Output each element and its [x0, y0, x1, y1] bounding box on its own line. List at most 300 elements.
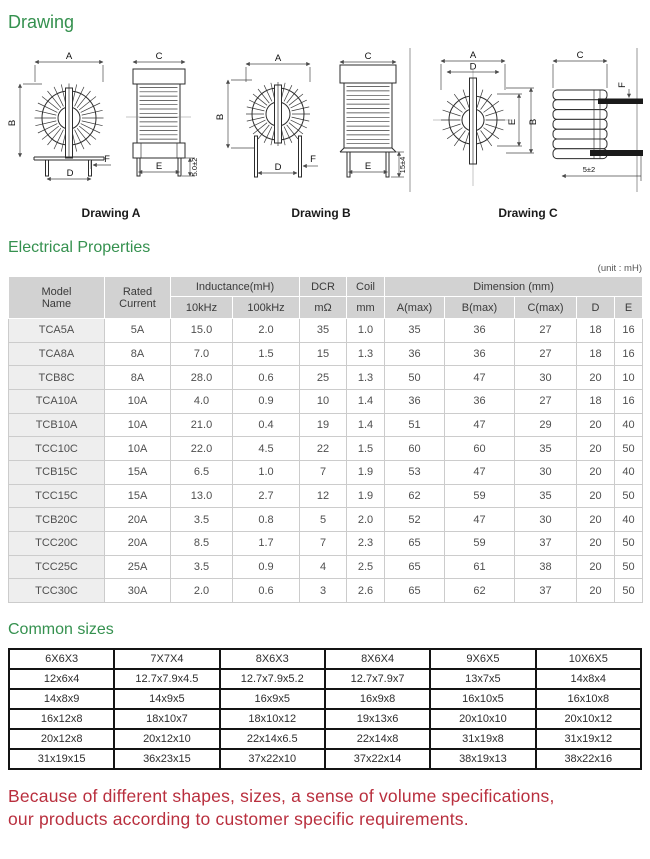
table-cell: 16x9x5 [220, 689, 325, 709]
table-row [9, 484, 643, 508]
table-cell: 10 [300, 389, 347, 413]
toroid-spoke [75, 87, 84, 106]
drawing-b-caption: Drawing B [291, 206, 351, 220]
table-cell: 1.9 [347, 484, 385, 508]
table-cell: TCB20C [9, 508, 105, 532]
table-cell: 8A [105, 342, 171, 366]
toroid-spoke [247, 107, 265, 111]
table-cell: 7 [300, 531, 347, 555]
table-cell: 1.4 [347, 413, 385, 437]
table-row [9, 579, 643, 603]
table-cell: 38 [515, 555, 577, 579]
col-header-cmax: C(max) [515, 297, 577, 319]
table-cell: 4.0 [171, 389, 233, 413]
table-cell: 12x6x4 [9, 669, 114, 689]
toroid-spoke [81, 124, 100, 133]
table-cell: 6.5 [171, 460, 233, 484]
dim-label-e: E [364, 161, 372, 172]
table-cell: 50 [615, 555, 643, 579]
col-header-amax: A(max) [385, 297, 445, 319]
table-cell: 27 [515, 389, 577, 413]
flare [340, 148, 344, 152]
table-cell: 18 [577, 389, 615, 413]
col-header-100khz: 100kHz [233, 297, 300, 319]
table-cell: 1.0 [233, 460, 300, 484]
table-cell: 20 [577, 579, 615, 603]
col-header-rated-current [105, 277, 171, 319]
drawing-c-caption: Drawing C [498, 206, 558, 220]
table-cell: 8X6X3 [220, 649, 325, 669]
table-cell: 2.0 [233, 319, 300, 343]
toroid-spoke [81, 103, 100, 112]
table-cell: 9X6X5 [430, 649, 535, 669]
toroid-spoke [35, 121, 56, 126]
table-cell: 13.0 [171, 484, 233, 508]
table-cell: 20x12x10 [114, 729, 219, 749]
col-header-mm: mm [347, 297, 385, 319]
table-cell: 10X6X5 [536, 649, 641, 669]
table-cell: 22x14x6.5 [220, 729, 325, 749]
footer-line-2: our products according to customer specific requirements. [8, 809, 469, 829]
table-cell: 20 [577, 508, 615, 532]
table-cell: 59 [445, 484, 515, 508]
table-cell: TCA10A [9, 389, 105, 413]
toroid-spoke [82, 121, 103, 126]
table-cell: 10A [105, 437, 171, 461]
dim-label-b: B [215, 113, 226, 121]
toroid-spoke [249, 100, 265, 108]
table-cell: TCC20C [9, 531, 105, 555]
toroid-spoke [75, 130, 84, 149]
winding-turns [347, 87, 390, 144]
table-cell: 12.7x7.9x7 [325, 669, 430, 689]
table-cell: 37 [515, 579, 577, 603]
dim-label-a: A [274, 53, 282, 64]
table-cell: 36x23x15 [114, 749, 219, 769]
table-cell: 47 [445, 508, 515, 532]
table-cell: 21.0 [171, 413, 233, 437]
table-cell: 50 [615, 484, 643, 508]
table-cell: 22x14x8 [325, 729, 430, 749]
table-cell: 35 [300, 319, 347, 343]
table-cell: 53 [385, 460, 445, 484]
table-cell: 20A [105, 508, 171, 532]
toroid-spoke [463, 90, 469, 108]
col-header-model [9, 277, 105, 319]
table-cell: 2.5 [347, 555, 385, 579]
table-cell: 1.4 [347, 389, 385, 413]
table-cell: 3 [300, 579, 347, 603]
table-cell: 28.0 [171, 366, 233, 390]
table-cell: 65 [385, 555, 445, 579]
table-cell: 3.5 [171, 555, 233, 579]
table-row [9, 649, 641, 669]
dim-label-e: E [155, 161, 163, 172]
table-row [9, 366, 643, 390]
toroid-spoke [38, 103, 57, 112]
table-cell: 20 [577, 460, 615, 484]
coil-turn [553, 90, 607, 100]
table-cell: 12.7x7.9x4.5 [114, 669, 219, 689]
table-cell: 1.9 [347, 460, 385, 484]
table-row [9, 555, 643, 579]
col-header-model-line2: Name [41, 297, 72, 310]
table-cell: 27 [515, 319, 577, 343]
table-row [9, 413, 643, 437]
dim-label-d: D [66, 168, 74, 179]
table-cell: 2.3 [347, 531, 385, 555]
table-cell: TCB8C [9, 366, 105, 390]
table-cell: 37x22x10 [220, 749, 325, 769]
table-cell: 0.9 [233, 555, 300, 579]
toroid-spoke [485, 110, 503, 116]
table-cell: 1.5 [233, 342, 300, 366]
table-cell: 36 [445, 342, 515, 366]
table-cell: 0.8 [233, 508, 300, 532]
table-row [9, 342, 643, 366]
table-cell: 20 [577, 484, 615, 508]
table-row [9, 669, 641, 689]
table-cell: 50 [385, 366, 445, 390]
table-cell: 31x19x15 [9, 749, 114, 769]
table-cell: 19 [300, 413, 347, 437]
table-cell: 62 [445, 579, 515, 603]
col-header-rated-line1: Rated [122, 285, 153, 298]
toroid-spoke [485, 124, 503, 130]
table-cell: 30 [515, 508, 577, 532]
toroid-spoke [284, 85, 292, 101]
table-cell: 7 [300, 460, 347, 484]
table-cell: 18x10x12 [220, 709, 325, 729]
electrical-section-heading: Electrical Properties [8, 239, 151, 256]
table-cell: TCB10A [9, 413, 105, 437]
table-cell: 18 [577, 319, 615, 343]
table-cell: 61 [445, 555, 515, 579]
table-cell: 10A [105, 413, 171, 437]
table-cell: 1.3 [347, 366, 385, 390]
drawing-a-caption: Drawing A [81, 206, 141, 220]
table-cell: 35 [515, 484, 577, 508]
table-cell: 4.5 [233, 437, 300, 461]
footer-line-1: Because of different shapes, sizes, a sense of volume specifications, [8, 786, 555, 806]
dim-label-e: E [507, 118, 518, 126]
table-cell: 60 [445, 437, 515, 461]
lead-pin [386, 152, 389, 177]
table-cell: TCC25C [9, 555, 105, 579]
table-cell: 47 [445, 460, 515, 484]
table-cell: 40 [615, 460, 643, 484]
toroid-spoke [477, 132, 483, 150]
table-cell: 14x8x9 [9, 689, 114, 709]
table-cell: 16 [615, 342, 643, 366]
table-row [9, 460, 643, 484]
col-header-d: D [577, 297, 615, 319]
table-cell: 38x19x13 [430, 749, 535, 769]
coil-turn [553, 139, 607, 149]
table-cell: 14x8x4 [536, 669, 641, 689]
table-cell: 15 [300, 342, 347, 366]
table-cell: 8X6X4 [325, 649, 430, 669]
toroid-spoke [477, 90, 483, 108]
table-cell: 18x10x7 [114, 709, 219, 729]
bobbin-cap [340, 65, 396, 83]
table-row [9, 319, 643, 343]
toroid-spoke [291, 100, 307, 108]
table-cell: 3.5 [171, 508, 233, 532]
table-cell: 31x19x12 [536, 729, 641, 749]
table-cell: 7X7X4 [114, 649, 219, 669]
table-cell: 8A [105, 366, 171, 390]
table-cell: 40 [615, 508, 643, 532]
table-cell: 16x12x8 [9, 709, 114, 729]
table-cell: TCB15C [9, 460, 105, 484]
unit-note: (unit : mH) [597, 263, 642, 274]
table-cell: 15.0 [171, 319, 233, 343]
table-cell: 15A [105, 484, 171, 508]
coil-turn [553, 110, 607, 120]
table-cell: 65 [385, 579, 445, 603]
table-cell: 2.0 [171, 579, 233, 603]
table-cell: 30 [515, 366, 577, 390]
lead-pin [178, 158, 181, 176]
table-row [9, 531, 643, 555]
table-cell: 19x13x6 [325, 709, 430, 729]
toroid-spoke [292, 117, 310, 121]
table-cell: 1.3 [347, 342, 385, 366]
table-cell: 16x9x8 [325, 689, 430, 709]
table-row [9, 689, 641, 709]
drawing-b [215, 51, 407, 177]
technical-drawings [0, 40, 650, 225]
table-cell: 20 [577, 437, 615, 461]
table-cell: 52 [385, 508, 445, 532]
table-cell: TCC30C [9, 579, 105, 603]
common-sizes-table [8, 648, 642, 770]
dim-label-f: F [310, 154, 316, 165]
table-row [9, 508, 643, 532]
table-cell: 1.0 [347, 319, 385, 343]
table-cell: 31x19x8 [430, 729, 535, 749]
toroid-spoke [292, 107, 310, 111]
table-cell: 50 [615, 437, 643, 461]
col-header-10khz: 10kHz [171, 297, 233, 319]
table-cell: 47 [445, 366, 515, 390]
table-cell: TCA5A [9, 319, 105, 343]
table-cell: 36 [445, 389, 515, 413]
table-cell: 50 [615, 579, 643, 603]
toroid-spoke [82, 110, 103, 115]
table-row [9, 729, 641, 749]
table-cell: 38x22x16 [536, 749, 641, 769]
col-header-inductance: Inductance(mH) [171, 277, 300, 297]
dim-label-a: A [469, 50, 477, 61]
table-cell: 37 [515, 531, 577, 555]
table-cell: 35 [385, 319, 445, 343]
table-cell: TCC15C [9, 484, 105, 508]
dim-label-lead: 5.0±2 [190, 157, 199, 177]
toroid-spoke [35, 110, 56, 115]
dim-label-a: A [65, 51, 73, 62]
electrical-properties-table [8, 276, 643, 603]
table-cell: 37x22x14 [325, 749, 430, 769]
table-cell: 29 [515, 413, 577, 437]
drawing-section-heading: Drawing [8, 12, 75, 32]
table-cell: 20x10x10 [430, 709, 535, 729]
toroid-front-view [35, 84, 104, 159]
table-cell: 18 [577, 342, 615, 366]
table-cell: 0.9 [233, 389, 300, 413]
table-cell: 8.5 [171, 531, 233, 555]
dim-label-f: F [617, 82, 628, 88]
table-cell: 20 [577, 366, 615, 390]
table-cell: 20 [577, 555, 615, 579]
toroid-spoke [443, 110, 461, 116]
common-sizes-body [9, 649, 641, 769]
dim-label-c: C [576, 50, 584, 61]
table-cell: 2.6 [347, 579, 385, 603]
lead-pin [299, 136, 302, 177]
table-cell: 1.7 [233, 531, 300, 555]
col-header-rated-line2: Current [119, 297, 156, 310]
table-cell: 2.7 [233, 484, 300, 508]
toroid-spoke [249, 120, 265, 128]
col-header-coil: Coil [347, 277, 385, 297]
lead-pin [347, 152, 350, 177]
table-cell: 16x10x8 [536, 689, 641, 709]
table-cell: 5 [300, 508, 347, 532]
table-cell: 13x7x5 [430, 669, 535, 689]
table-cell: 25A [105, 555, 171, 579]
table-cell: 30 [515, 460, 577, 484]
table-cell: 47 [445, 413, 515, 437]
drawing-a [7, 51, 199, 179]
table-cell: 51 [385, 413, 445, 437]
table-cell: 0.6 [233, 366, 300, 390]
col-header-model-line1: Model [41, 285, 72, 298]
dim-label-f: F [104, 154, 110, 165]
table-cell: 20x10x12 [536, 709, 641, 729]
dim-label-c: C [155, 51, 163, 62]
table-row [9, 437, 643, 461]
table-cell: 20 [577, 413, 615, 437]
col-header-bmax: B(max) [445, 297, 515, 319]
toroid-spoke [443, 124, 461, 130]
table-cell: 12 [300, 484, 347, 508]
table-cell: 10A [105, 389, 171, 413]
toroid-spoke [291, 120, 307, 128]
lead-pin [46, 160, 49, 176]
table-cell: 40 [615, 413, 643, 437]
table-cell: 50 [615, 531, 643, 555]
table-cell: 35 [515, 437, 577, 461]
table-cell: 22 [300, 437, 347, 461]
lead-pin [255, 136, 258, 177]
toroid-spoke [264, 127, 272, 143]
table-cell: 62 [385, 484, 445, 508]
wire-lead-top [598, 99, 643, 105]
table-row [9, 709, 641, 729]
table-cell: 14x9x5 [114, 689, 219, 709]
table-cell: 22.0 [171, 437, 233, 461]
table-cell: 6X6X3 [9, 649, 114, 669]
table-cell: TCA8A [9, 342, 105, 366]
dim-label-b: B [528, 118, 539, 126]
toroid-spoke [264, 85, 272, 101]
toroid-spoke [284, 127, 292, 143]
dim-label-d: D [469, 61, 477, 73]
table-cell: 7.0 [171, 342, 233, 366]
table-cell: 30A [105, 579, 171, 603]
dim-label-c: C [364, 51, 372, 62]
toroid-spoke [54, 130, 63, 149]
table-cell: 65 [385, 531, 445, 555]
table-row [9, 749, 641, 769]
toroid-spoke [247, 117, 265, 121]
electrical-table-body [9, 319, 643, 603]
col-header-dcr: DCR [300, 277, 347, 297]
toroid-top-view [441, 78, 505, 164]
dim-label-b: B [7, 119, 18, 127]
table-cell: 10 [615, 366, 643, 390]
table-cell: TCC10C [9, 437, 105, 461]
winding-turns [140, 88, 178, 140]
coil-turn [553, 119, 607, 129]
common-sizes-heading: Common sizes [8, 621, 114, 638]
toroid-spoke [38, 124, 57, 133]
lead-pin [137, 158, 140, 176]
footer-disclaimer [8, 785, 644, 831]
table-cell: 25 [300, 366, 347, 390]
table-cell: 60 [385, 437, 445, 461]
dim-label-lead: 15±4 [398, 156, 407, 174]
table-cell: 16x10x5 [430, 689, 535, 709]
table-cell: 36 [385, 389, 445, 413]
table-cell: 0.4 [233, 413, 300, 437]
col-header-mohm: mΩ [300, 297, 347, 319]
table-cell: 0.6 [233, 579, 300, 603]
drawing-c [410, 48, 643, 192]
table-cell: 20x12x8 [9, 729, 114, 749]
wire-lead-bottom [590, 150, 643, 156]
flare [392, 148, 396, 152]
bobbin-cap [133, 69, 185, 84]
toroid-spoke [463, 132, 469, 150]
table-cell: 1.5 [347, 437, 385, 461]
col-header-e: E [615, 297, 643, 319]
coil-turn [553, 129, 607, 139]
table-cell: 16 [615, 319, 643, 343]
table-cell: 36 [445, 319, 515, 343]
dim-label-d: D [274, 162, 282, 173]
table-cell: 12.7x7.9x5.2 [220, 669, 325, 689]
table-cell: 36 [385, 342, 445, 366]
table-cell: 59 [445, 531, 515, 555]
table-cell: 4 [300, 555, 347, 579]
table-row [9, 389, 643, 413]
winding-body [344, 83, 392, 148]
header-row-1 [9, 277, 643, 297]
col-header-dimension: Dimension (mm) [385, 277, 643, 297]
table-cell: 2.0 [347, 508, 385, 532]
table-cell: 20A [105, 531, 171, 555]
toroid-spoke [54, 87, 63, 106]
table-cell: 20 [577, 531, 615, 555]
table-cell: 16 [615, 389, 643, 413]
table-cell: 5A [105, 319, 171, 343]
dim-label-lead: 5±2 [582, 165, 596, 174]
table-cell: 15A [105, 460, 171, 484]
table-cell: 27 [515, 342, 577, 366]
